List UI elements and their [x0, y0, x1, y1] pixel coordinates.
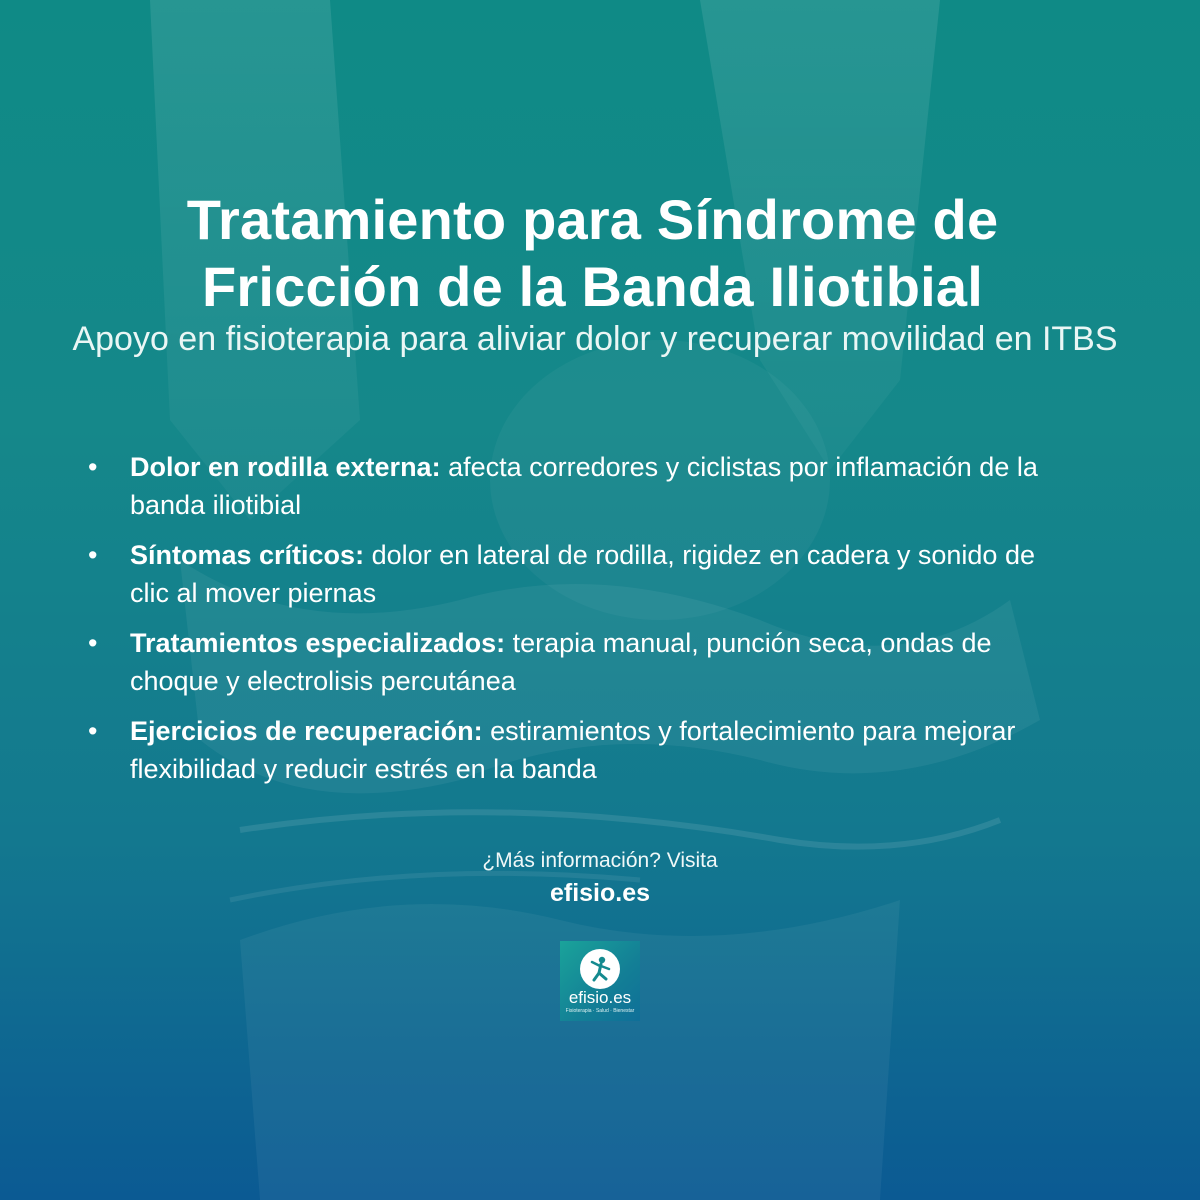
- bullet-icon: •: [88, 628, 98, 658]
- list-item: [88, 448, 1068, 524]
- logo-name: efisio.es: [568, 988, 632, 1007]
- bullet-text: afecta corredores y ciclistas por inflamación de la banda iliotibial: [130, 452, 1038, 520]
- page-title: Tratamiento para Síndrome de Fricción de la Banda Iliotibial: [186, 188, 999, 318]
- efisio-logo: [560, 941, 640, 1021]
- bullet-lead: Síntomas críticos:: [130, 540, 365, 570]
- footer-site-link[interactable]: efisio.es: [549, 879, 651, 907]
- bullet-lead: Tratamientos especializados:: [130, 628, 506, 658]
- bullet-text: terapia manual, punción seca, ondas de choque y electrolisis percutánea: [130, 628, 992, 696]
- bullet-icon: •: [88, 716, 98, 746]
- stretching-person-icon: [580, 949, 620, 989]
- footer-prompt: ¿Más información? Visita: [482, 849, 718, 872]
- bullet-icon: •: [88, 452, 98, 482]
- list-item: [88, 624, 1068, 700]
- page-subtitle: Apoyo en fisioterapia para aliviar dolor y recuperar movilidad en ITBS: [72, 320, 1118, 358]
- bullet-text: dolor en lateral de rodilla, rigidez en cadera y sonido de clic al mover piernas: [130, 540, 1035, 608]
- list-item: [88, 712, 1068, 788]
- list-item: [88, 536, 1068, 612]
- bullet-icon: •: [88, 540, 98, 570]
- bullet-list: [88, 448, 1068, 800]
- bullet-text: estiramientos y fortalecimiento para mejorar flexibilidad y reducir estrés en la banda: [130, 716, 1016, 784]
- bullet-lead: Dolor en rodilla externa:: [130, 452, 441, 482]
- bullet-lead: Ejercicios de recuperación:: [130, 716, 483, 746]
- logo-tagline: Fisioterapia · Salud · Bienestar: [565, 1008, 635, 1014]
